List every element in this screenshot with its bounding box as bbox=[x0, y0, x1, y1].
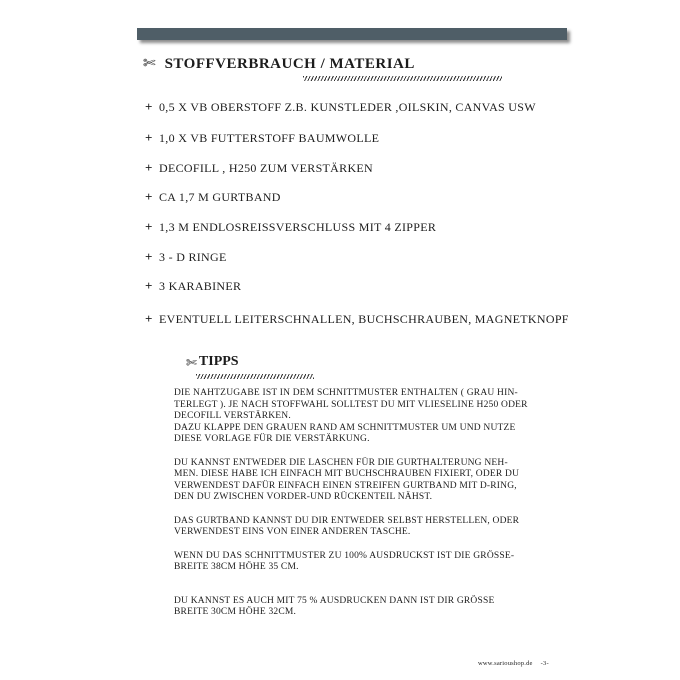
scissors-icon: ✄ bbox=[186, 354, 197, 370]
section-title-row bbox=[143, 56, 415, 73]
tips-body bbox=[174, 388, 534, 619]
scissors-icon: ✄ bbox=[143, 56, 156, 72]
tips-paragraph: DU KANNST ENTWEDER DIE LASCHEN FÜR DIE GURTHALTERUNG NEH- MEN. DIESE HABE ICH EINFACH MIT BUCHSCHRAUBEN FIXIERT, ODER DU VERWENDEST DAFÜR EINFACH EINEN STREIFEN GURTBAND MIT D-RING, DEN DU ZWISCHEN VORDER-UND RÜCKENTEIL NÄHST. bbox=[174, 457, 520, 502]
tips-paragraph: WENN DU DAS SCHNITTMUSTER ZU 100% AUSDRUCKST IST DIE GRÖSSE- BREITE 38CM HÖHE 35 CM. bbox=[174, 550, 515, 572]
plus-bullet-icon: + bbox=[145, 160, 153, 175]
list-item-text: 3 KARABINER bbox=[159, 278, 242, 293]
list-item-text: 3 - D RINGE bbox=[159, 249, 227, 264]
list-item bbox=[145, 249, 227, 265]
header-bar bbox=[137, 28, 567, 40]
section-title: STOFFVERBRAUCH / MATERIAL bbox=[164, 56, 415, 72]
plus-bullet-icon: + bbox=[145, 278, 153, 293]
title-underline bbox=[303, 76, 502, 81]
plus-bullet-icon: + bbox=[145, 219, 153, 234]
plus-bullet-icon: + bbox=[145, 189, 153, 204]
list-item bbox=[145, 160, 373, 176]
plus-bullet-icon: + bbox=[145, 99, 153, 114]
page-footer bbox=[478, 660, 549, 667]
list-item bbox=[145, 130, 379, 146]
list-item bbox=[145, 99, 536, 115]
plus-bullet-icon: + bbox=[145, 311, 153, 326]
list-item bbox=[145, 311, 569, 327]
plus-bullet-icon: + bbox=[145, 130, 153, 145]
list-item-text: EVENTUELL LEITERSCHNALLEN, BUCHSCHRAUBEN, MAGNETKNOPF bbox=[159, 311, 569, 326]
list-item-text: DECOFILL , H250 ZUM VERSTÄRKEN bbox=[159, 160, 374, 175]
plus-bullet-icon: + bbox=[145, 249, 153, 264]
tips-heading-row bbox=[186, 354, 239, 370]
tips-underline bbox=[196, 374, 314, 379]
list-item bbox=[145, 189, 281, 205]
list-item bbox=[145, 219, 436, 235]
footer-website: www.sarioushop.de bbox=[478, 660, 533, 667]
tips-paragraph: DU KANNST ES AUCH MIT 75 % AUSDRUCKEN DANN IST DIR GRÖSSE BREITE 30CM HÖHE 32CM. bbox=[174, 595, 495, 617]
tips-title: TIPPS bbox=[198, 354, 239, 369]
tips-paragraph: DIE NAHTZUGABE IST IN DEM SCHNITTMUSTER ENTHALTEN ( GRAU HIN- TERLEGT ). JE NACH STOFFWAHL SOLLTEST DU MIT VLIESELINE H250 ODER DECOFILL VERSTÄRKEN. DAZU KLAPPE DEN GRAUEN RAND AM SCHNITTMUSTER UM UND NUTZE DIESE VORLAGE FÜR DIE VERSTÄRKUNG. bbox=[174, 388, 528, 444]
list-item-text: CA 1,7 M GURTBAND bbox=[159, 189, 281, 204]
list-item-text: 0,5 X VB OBERSTOFF Z.B. KUNSTLEDER ,OILSKIN, CANVAS USW bbox=[159, 99, 536, 114]
list-item bbox=[145, 278, 241, 294]
list-item-text: 1,0 X VB FUTTERSTOFF BAUMWOLLE bbox=[159, 130, 380, 145]
page-number: -3- bbox=[540, 660, 549, 667]
list-item-text: 1,3 M ENDLOSREISSVERSCHLUSS MIT 4 ZIPPER bbox=[159, 219, 437, 234]
tips-paragraph: DAS GURTBAND KANNST DU DIR ENTWEDER SELBST HERSTELLEN, ODER VERWENDEST EINS VON EINER ANDEREN TASCHE. bbox=[174, 515, 520, 537]
